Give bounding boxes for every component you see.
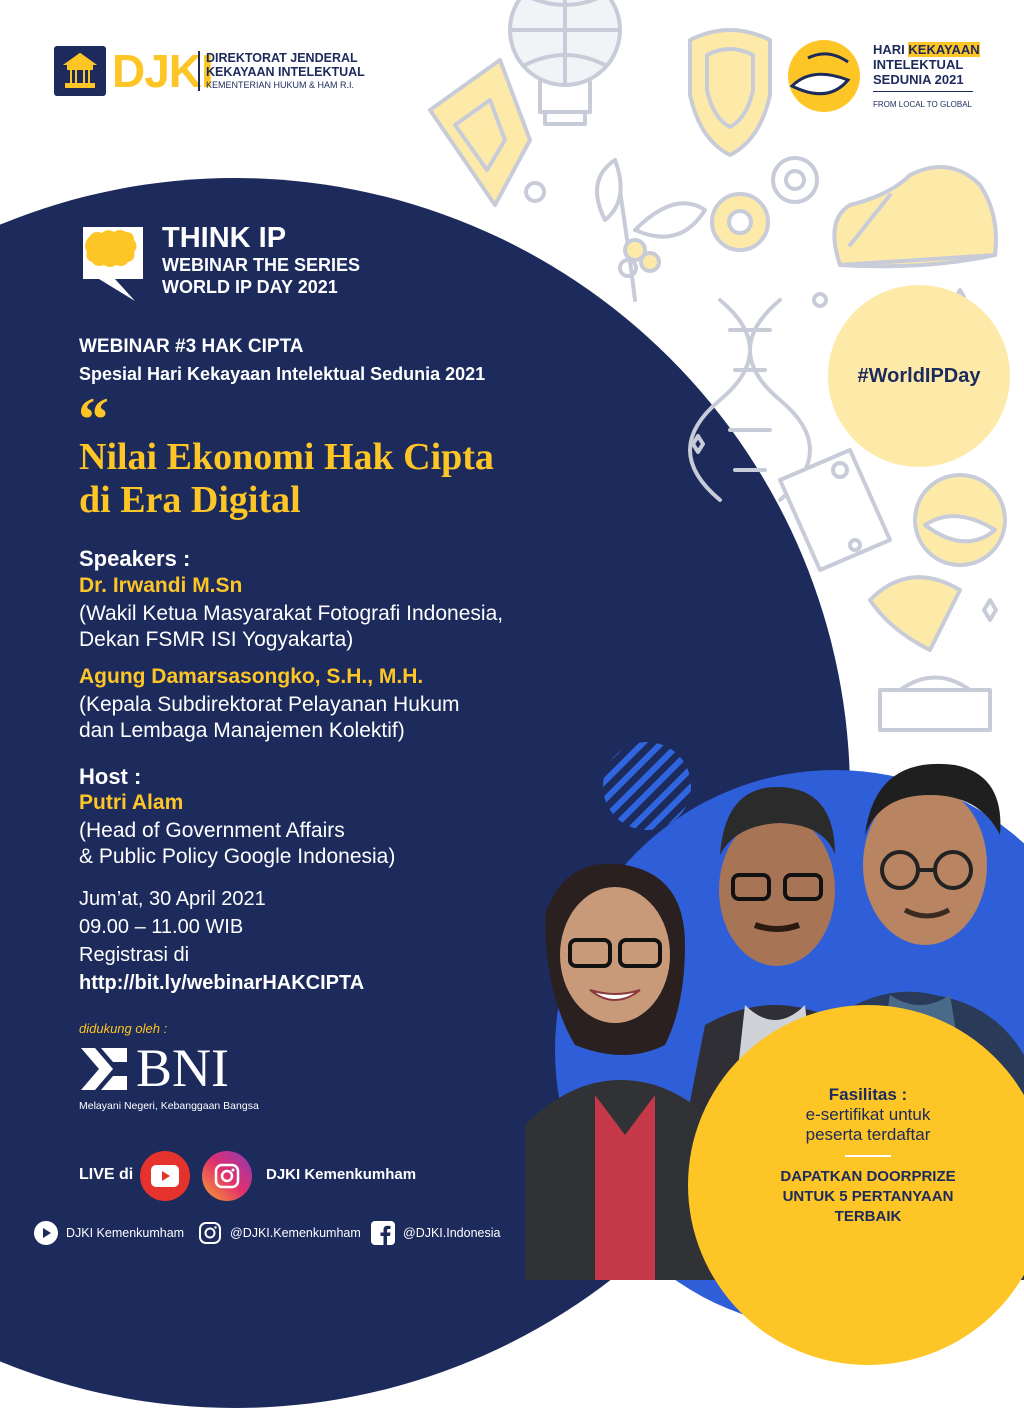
speaker-1-role-2: Dekan FSMR ISI Yogyakarta) (79, 628, 354, 651)
live-channel: DJKI Kemenkumham (266, 1166, 417, 1183)
youtube-live-button[interactable] (140, 1151, 190, 1201)
webinar-number: WEBINAR #3 HAK CIPTA (79, 336, 304, 357)
ministry-emblem (54, 46, 106, 96)
sponsor-tagline: Melayani Negeri, Kebanggaan Bangsa (79, 1100, 259, 1112)
badge-line1: HARI (873, 42, 905, 57)
host-label: Host : (79, 764, 142, 789)
speaker-2-role-2: dan Lembaga Manajemen Kolektif) (79, 719, 405, 742)
host-role-2: & Public Policy Google Indonesia) (79, 845, 396, 868)
social-facebook[interactable] (371, 1221, 500, 1245)
badge-tagline: FROM LOCAL TO GLOBAL (873, 100, 972, 109)
bni-logo-icon (79, 1046, 129, 1092)
series-title: THINK IP (162, 222, 287, 254)
speaker-1-name: Dr. Irwandi M.Sn (79, 574, 243, 597)
instagram-icon (214, 1163, 240, 1189)
badge-line2: INTELEKTUAL (873, 57, 964, 72)
speakers-label: Speakers : (79, 546, 191, 571)
facebook-icon (371, 1221, 395, 1245)
social-handle: @DJKI.Indonesia (403, 1226, 501, 1240)
facilities-label: Fasilitas : (828, 1085, 908, 1104)
social-instagram[interactable] (198, 1221, 361, 1245)
social-handle: DJKI Kemenkumham (66, 1226, 185, 1240)
event-date: Jum’at, 30 April 2021 (79, 888, 266, 910)
org-line-3: KEMENTERIAN HUKUM & HAM R.I. (206, 80, 355, 90)
world-ip-day-logo-icon (778, 36, 870, 116)
instagram-icon (198, 1221, 222, 1245)
badge-line1-highlight: KEKAYAAN (908, 42, 980, 57)
register-label: Registrasi di (79, 944, 190, 966)
org-line-1: DIREKTORAT JENDERAL (206, 51, 358, 65)
facilities-line-2: peserta terdaftar (805, 1125, 931, 1144)
host-role-1: (Head of Government Affairs (79, 819, 345, 842)
badge-line3: SEDUNIA 2021 (873, 72, 973, 92)
speaker-2-role-1: (Kepala Subdirektorat Pelayanan Hukum (79, 693, 460, 716)
speaker-2-name: Agung Damarsasongko, S.H., M.H. (79, 665, 424, 688)
event-time: 09.00 – 11.00 WIB (79, 916, 244, 938)
webinar-special: Spesial Hari Kekayaan Intelektual Sedunia 2021 (79, 364, 486, 384)
org-line-2: KEKAYAAN INTELEKTUAL (206, 65, 365, 79)
speaker-1-role-1: (Wakil Ketua Masyarakat Fotografi Indonesia, (79, 602, 504, 625)
series-subtitle-1: WEBINAR THE SERIES (162, 255, 361, 275)
think-ip-brain-icon (80, 224, 146, 304)
hashtag-badge (828, 285, 1010, 467)
youtube-icon (151, 1165, 179, 1187)
webinar-title-line-2: di Era Digital (79, 479, 301, 521)
social-handle: @DJKI.Kemenkumham (230, 1226, 361, 1240)
facilities-divider (845, 1155, 891, 1157)
prize-line-1: DAPATKAN DOORPRIZE (780, 1168, 956, 1185)
live-label: LIVE di (79, 1166, 134, 1183)
social-youtube[interactable] (34, 1221, 184, 1245)
event-badge (873, 42, 1013, 109)
webinar-title-line-1: Nilai Ekonomi Hak Cipta (79, 436, 494, 478)
prize-line-2: UNTUK 5 PERTANYAAN (782, 1188, 954, 1205)
sponsor-name: BNI (136, 1038, 229, 1098)
quote-mark: “ (78, 386, 109, 454)
series-subtitle-2: WORLD IP DAY 2021 (162, 277, 338, 297)
emblem-icon (54, 46, 106, 96)
facilities-line-1: e-sertifikat untuk (805, 1105, 931, 1124)
instagram-live-button[interactable] (202, 1151, 252, 1201)
brand-logo: DJKI (112, 45, 213, 97)
hashtag-text: #WorldIPDay (857, 364, 981, 387)
facilities-box (750, 1085, 986, 1227)
sponsor-label: didukung oleh : (79, 1021, 168, 1036)
register-link[interactable]: http://bit.ly/webinarHAKCIPTA (79, 972, 365, 994)
host-name: Putri Alam (79, 791, 184, 814)
youtube-icon (34, 1221, 58, 1245)
org-name (198, 51, 406, 91)
prize-line-3: TERBAIK (834, 1208, 902, 1225)
